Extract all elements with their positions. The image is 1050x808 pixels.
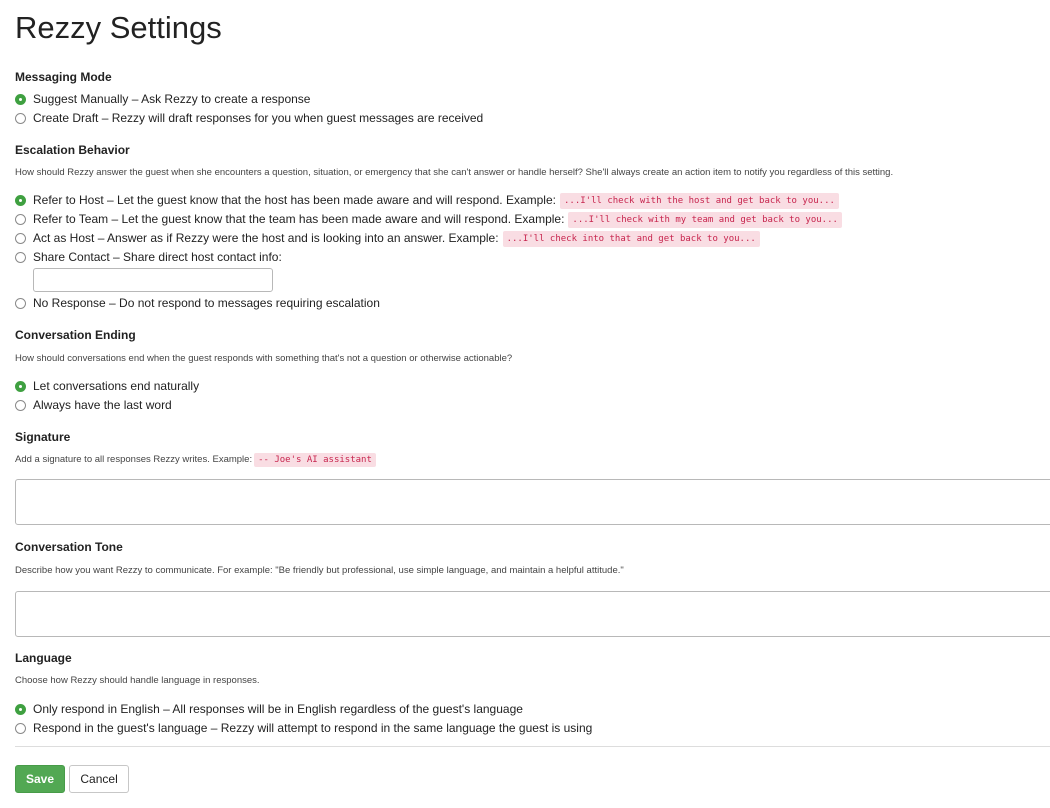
radio-label: Only respond in English – All responses will be in English regardless of the guest's language	[33, 702, 523, 716]
radio-button-checked[interactable]	[15, 195, 26, 206]
radio-refer-to-host[interactable]	[15, 191, 842, 210]
cancel-button[interactable]: Cancel	[69, 765, 128, 793]
conversation-tone-section	[15, 539, 123, 555]
tone-textarea-wrap	[15, 591, 1050, 637]
radio-button[interactable]	[15, 113, 26, 124]
escalation-description-wrap	[15, 166, 893, 180]
example-code: ...I'll check with my team and get back to you...	[568, 212, 842, 228]
tone-textarea[interactable]	[15, 591, 1050, 637]
divider	[15, 746, 1050, 747]
radio-create-draft[interactable]	[15, 109, 483, 128]
form-actions	[15, 765, 129, 793]
signature-description-text: Add a signature to all responses Rezzy writes. Example:	[15, 454, 253, 465]
divider-wrap	[15, 746, 1050, 747]
radio-button[interactable]	[15, 214, 26, 225]
language-description-wrap	[15, 674, 260, 688]
save-button[interactable]: Save	[15, 765, 65, 793]
radio-label: Share Contact – Share direct host contact info:	[33, 250, 282, 264]
signature-textarea-wrap	[15, 479, 1050, 525]
host-contact-input[interactable]	[33, 268, 273, 292]
radio-label: Act as Host – Answer as if Rezzy were the host and is looking into an answer. Example:	[33, 231, 499, 245]
signature-heading: Signature	[15, 430, 71, 444]
radio-last-word[interactable]	[15, 396, 199, 415]
radio-label: Create Draft – Rezzy will draft responses for you when guest messages are received	[33, 111, 484, 125]
signature-section	[15, 429, 70, 445]
radio-act-as-host[interactable]	[15, 229, 842, 248]
radio-button[interactable]	[15, 233, 26, 244]
language-options	[15, 700, 592, 738]
conversation-ending-heading: Conversation Ending	[15, 328, 136, 342]
conversation-tone-heading: Conversation Tone	[15, 540, 123, 554]
radio-button[interactable]	[15, 252, 26, 263]
radio-label: Let conversations end naturally	[33, 379, 200, 393]
signature-textarea[interactable]	[15, 479, 1050, 525]
example-code: ...I'll check with the host and get back to you...	[560, 193, 839, 209]
escalation-options	[15, 191, 842, 313]
conversation-ending-description: How should conversations end when the guest responds with something that's not a question or otherwise actionable?	[15, 353, 513, 364]
page-title: Rezzy Settings	[15, 10, 222, 45]
example-code: ...I'll check into that and get back to you...	[503, 231, 760, 247]
example-code: -- Joe's AI assistant	[254, 453, 376, 467]
radio-label: Refer to Host – Let the guest know that the host has been made aware and will respond. Example:	[33, 193, 556, 207]
conversation-tone-description-wrap	[15, 564, 624, 578]
conversation-tone-description: Describe how you want Rezzy to communicate. For example: "Be friendly but professional, use simple language, and maintain a helpful attitude."	[15, 565, 624, 576]
radio-button[interactable]	[15, 400, 26, 411]
radio-label: Suggest Manually – Ask Rezzy to create a response	[33, 92, 311, 106]
language-section	[15, 650, 72, 666]
radio-label: Refer to Team – Let the guest know that the team has been made aware and will respond. Example:	[33, 212, 565, 226]
radio-button-checked[interactable]	[15, 94, 26, 105]
radio-button-checked[interactable]	[15, 381, 26, 392]
radio-no-response[interactable]	[15, 294, 842, 313]
radio-guest-language[interactable]	[15, 719, 592, 738]
conversation-ending-section	[15, 327, 136, 343]
language-description: Choose how Rezzy should handle language in responses.	[15, 675, 260, 686]
escalation-heading: Escalation Behavior	[15, 143, 130, 157]
language-heading: Language	[15, 651, 72, 665]
radio-button-checked[interactable]	[15, 704, 26, 715]
conversation-ending-options	[15, 377, 199, 415]
radio-button[interactable]	[15, 298, 26, 309]
escalation-description: How should Rezzy answer the guest when she encounters a question, situation, or emergency that she can't answer or handle herself? She'll always create an action item to notify you regardless of this setting.	[15, 167, 894, 178]
radio-label: Always have the last word	[33, 398, 172, 412]
radio-end-naturally[interactable]	[15, 377, 199, 396]
messaging-mode-section	[15, 69, 112, 85]
escalation-section	[15, 142, 130, 158]
radio-share-contact[interactable]	[15, 248, 842, 267]
conversation-ending-description-wrap	[15, 352, 512, 366]
radio-refer-to-team[interactable]	[15, 210, 842, 229]
signature-description-wrap	[15, 453, 376, 467]
radio-suggest-manually[interactable]	[15, 90, 483, 109]
messaging-mode-heading: Messaging Mode	[15, 70, 112, 84]
signature-description	[15, 453, 376, 467]
radio-button[interactable]	[15, 723, 26, 734]
radio-english-only[interactable]	[15, 700, 592, 719]
radio-label: No Response – Do not respond to messages requiring escalation	[33, 296, 380, 310]
radio-label: Respond in the guest's language – Rezzy will attempt to respond in the same language the guest is using	[33, 721, 593, 735]
messaging-mode-options	[15, 90, 483, 128]
